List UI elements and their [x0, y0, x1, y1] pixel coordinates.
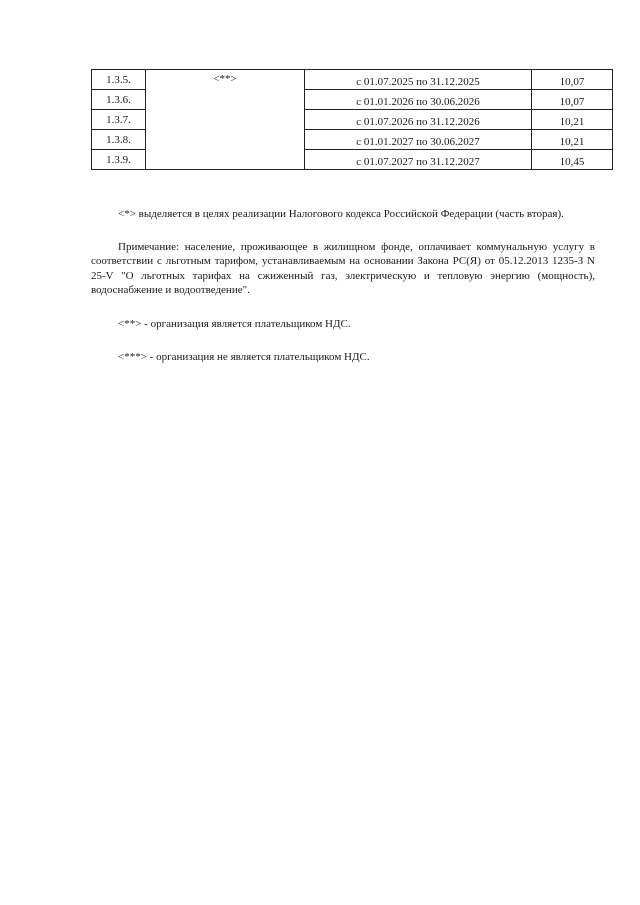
period-text: с 01.07.2027 по 31.12.2027: [356, 155, 480, 168]
period-cell: [305, 150, 532, 170]
period-cell: [305, 110, 532, 130]
remark-paragraph: Примечание: население, проживающее в жилищном фонде, оплачивает коммунальную услугу в соответствии с льготным тарифом, устанавливаемым на основании Закона РС(Я) от 05.12.2013 1235-З N 25-V "О льготных тарифах на сжиженный газ, электрическую и тепловую энергию (мощность), водоснабжение и водоотведение".: [91, 240, 595, 296]
value-text: 10,45: [559, 155, 585, 168]
value-text: 10,07: [559, 75, 585, 88]
value-text: 10,21: [559, 115, 585, 128]
tariff-value: [532, 130, 613, 150]
row-number: 1.3.5.: [92, 70, 146, 90]
period-text: с 01.01.2027 по 30.06.2027: [356, 135, 480, 148]
tariff-value: [532, 110, 613, 130]
footnote-non-vat-payer: <***> - организация не является плательщиком НДС.: [118, 351, 370, 363]
row-number: 1.3.7.: [92, 110, 146, 130]
value-text: 10,21: [559, 135, 585, 148]
period-cell: [305, 70, 532, 90]
row-number: 1.3.8.: [92, 130, 146, 150]
footnote-vat-payer: <**> - организация является плательщиком НДС.: [118, 317, 351, 330]
row-number: 1.3.6.: [92, 90, 146, 110]
period-text: с 01.07.2025 по 31.12.2025: [356, 75, 480, 88]
row-number: 1.3.9.: [92, 150, 146, 170]
tariff-value: [532, 70, 613, 90]
footnote-tax-code: <*> выделяется в целях реализации Налогового кодекса Российской Федерации (часть вторая).: [118, 208, 564, 220]
period-cell: [305, 130, 532, 150]
tariff-table: [91, 69, 613, 170]
value-text: 10,07: [559, 95, 585, 108]
notes-section: [91, 207, 595, 365]
vat-mark: <**>: [146, 70, 305, 170]
period-cell: [305, 90, 532, 110]
period-text: с 01.07.2026 по 31.12.2026: [356, 115, 480, 128]
tariff-value: [532, 90, 613, 110]
tariff-value: [532, 150, 613, 170]
table-row: [92, 70, 613, 90]
period-text: с 01.01.2026 по 30.06.2026: [356, 95, 480, 108]
